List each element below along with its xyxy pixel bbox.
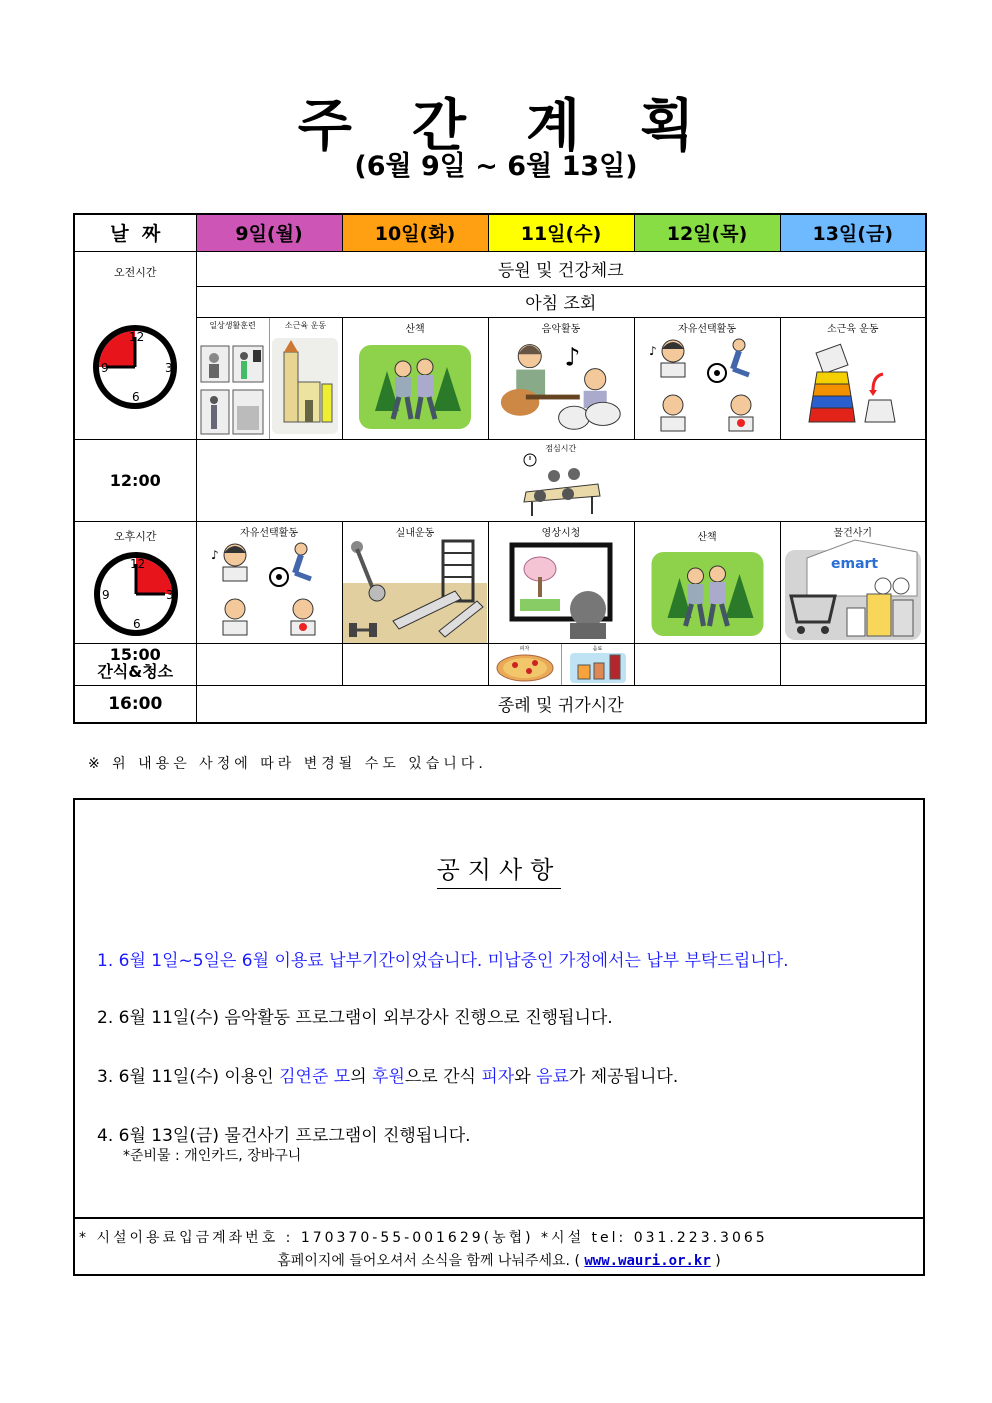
account-info: * 시설이용료입금계좌번호 : 170370-55-001629(농협) *시설 tel: 031.223.3065	[79, 1230, 768, 1246]
morning-label: 오전시간	[113, 265, 157, 279]
emart-logo: emart	[830, 556, 878, 572]
notice-item-4: 4. 6월 13일(금) 물건사기 프로그램이 진행됩니다.	[97, 1126, 471, 1146]
mon-afternoon-activity	[196, 521, 342, 643]
svg-text:♪: ♪	[211, 548, 219, 562]
snack-label: 간식&청소	[97, 662, 174, 681]
gym-icon	[343, 539, 487, 643]
activity-label: 일상생활훈련	[209, 320, 256, 330]
svg-text:6: 6	[133, 616, 141, 631]
snack-time-cell	[74, 643, 196, 685]
shopping-icon	[785, 538, 921, 640]
drink-label: 음료	[592, 645, 603, 652]
activity-label: 음악활동	[541, 323, 581, 335]
dismissal: 종례 및 귀가시간	[196, 685, 926, 723]
date-header: 날 짜	[74, 214, 196, 251]
blocks-castle-icon	[272, 338, 338, 434]
afternoon-cell	[74, 521, 196, 643]
activity-label: 산책	[697, 531, 717, 543]
mon-morning-activity	[196, 317, 342, 439]
free-choice-icon	[207, 539, 331, 639]
activity-label: 소근육 운동	[827, 323, 879, 335]
svg-text:3: 3	[165, 361, 173, 375]
change-notice: ※ 위 내용은 사정에 따라 변경될 수도 있습니다.	[88, 756, 487, 772]
notice-item-2: 2. 6월 11일(수) 음악활동 프로그램이 외부강사 진행으로 진행됩니다.	[97, 1008, 613, 1028]
svg-text:12: 12	[129, 330, 145, 344]
activity-label: 물건사기	[833, 527, 873, 539]
thu-snack	[634, 643, 780, 685]
svg-text:♪: ♪	[649, 344, 657, 358]
activity-label: 소근육 운동	[284, 320, 327, 330]
activity-label: 자유선택활동	[678, 323, 736, 335]
homepage-link[interactable]: www.wauri.or.kr	[584, 1253, 711, 1269]
notice-item-1: 1. 6월 1일~5일은 6월 이용료 납부기간이었습니다. 미납중인 가정에서는 납부 부탁드립니다.	[97, 951, 789, 971]
weekly-schedule-table	[73, 213, 927, 724]
mon-snack	[196, 643, 342, 685]
day-thu: 12일(목)	[634, 214, 780, 251]
walk-icon	[643, 548, 772, 636]
lunch-cell	[196, 439, 926, 521]
walk-icon	[359, 341, 471, 429]
wed-snack	[488, 643, 634, 685]
morning-clock-icon	[89, 287, 181, 421]
tue-snack	[342, 643, 488, 685]
svg-text:9: 9	[102, 587, 110, 602]
arrival-check: 등원 및 건강체크	[196, 251, 926, 286]
lunch-label: 점심시간	[545, 443, 577, 453]
music-icon	[497, 335, 626, 435]
cup-stacking-icon	[803, 338, 903, 432]
page-title: 주간계획	[297, 94, 755, 159]
noon-time: 12:00	[74, 439, 196, 521]
day-tue: 10일(화)	[342, 214, 488, 251]
thu-morning-activity	[634, 317, 780, 439]
afternoon-clock-icon	[90, 544, 182, 640]
end-time: 16:00	[74, 685, 196, 723]
wed-morning-activity	[488, 317, 634, 439]
notice-box	[73, 798, 925, 1276]
activity-label: 산책	[405, 323, 425, 335]
day-mon: 9일(월)	[196, 214, 342, 251]
svg-text:3: 3	[166, 587, 174, 602]
tue-afternoon-activity	[342, 521, 488, 643]
tv-watching-icon	[506, 539, 616, 639]
fri-morning-activity	[780, 317, 926, 439]
notice-item-3: 3. 6월 11일(수) 이용인 김연준 모의 후원으로 간식 피자와 음료가 제공됩니다.	[97, 1067, 679, 1087]
svg-text:12: 12	[130, 556, 146, 571]
homepage-line: 홈페이지에 들어오셔서 소식을 함께 나눠주세요. ( www.wauri.or.kr )	[277, 1253, 721, 1269]
drink-icon	[568, 653, 628, 683]
fri-snack	[780, 643, 926, 685]
svg-text:♪: ♪	[563, 342, 580, 372]
daily-living-icon	[199, 336, 265, 436]
snack-time: 15:00	[109, 645, 161, 665]
notice-title: 공지사항	[75, 850, 923, 885]
pizza-icon	[495, 653, 555, 683]
wed-afternoon-activity	[488, 521, 634, 643]
lunch-icon	[522, 452, 602, 518]
day-fri: 13일(금)	[780, 214, 926, 251]
thu-afternoon-activity	[634, 521, 780, 643]
activity-label: 자유선택활동	[240, 527, 298, 539]
notice-item-4-sub: *준비물 : 개인카드, 장바구니	[123, 1148, 302, 1164]
date-range: (6월 9일 ~ 6월 13일)	[354, 151, 638, 182]
svg-text:9: 9	[101, 361, 109, 375]
activity-label: 영상시청	[541, 527, 581, 539]
pizza-label: 피자	[519, 645, 530, 652]
tue-morning-activity	[342, 317, 488, 439]
fri-afternoon-activity	[780, 521, 926, 643]
afternoon-label: 오후시간	[113, 529, 157, 543]
activity-label: 실내운동	[395, 527, 435, 539]
morning-assembly: 아침 조회	[196, 286, 926, 317]
svg-text:6: 6	[132, 390, 140, 404]
day-wed: 11일(수)	[488, 214, 634, 251]
notice-footer	[75, 1217, 923, 1276]
free-choice-icon	[645, 335, 769, 435]
morning-cell	[74, 251, 196, 439]
